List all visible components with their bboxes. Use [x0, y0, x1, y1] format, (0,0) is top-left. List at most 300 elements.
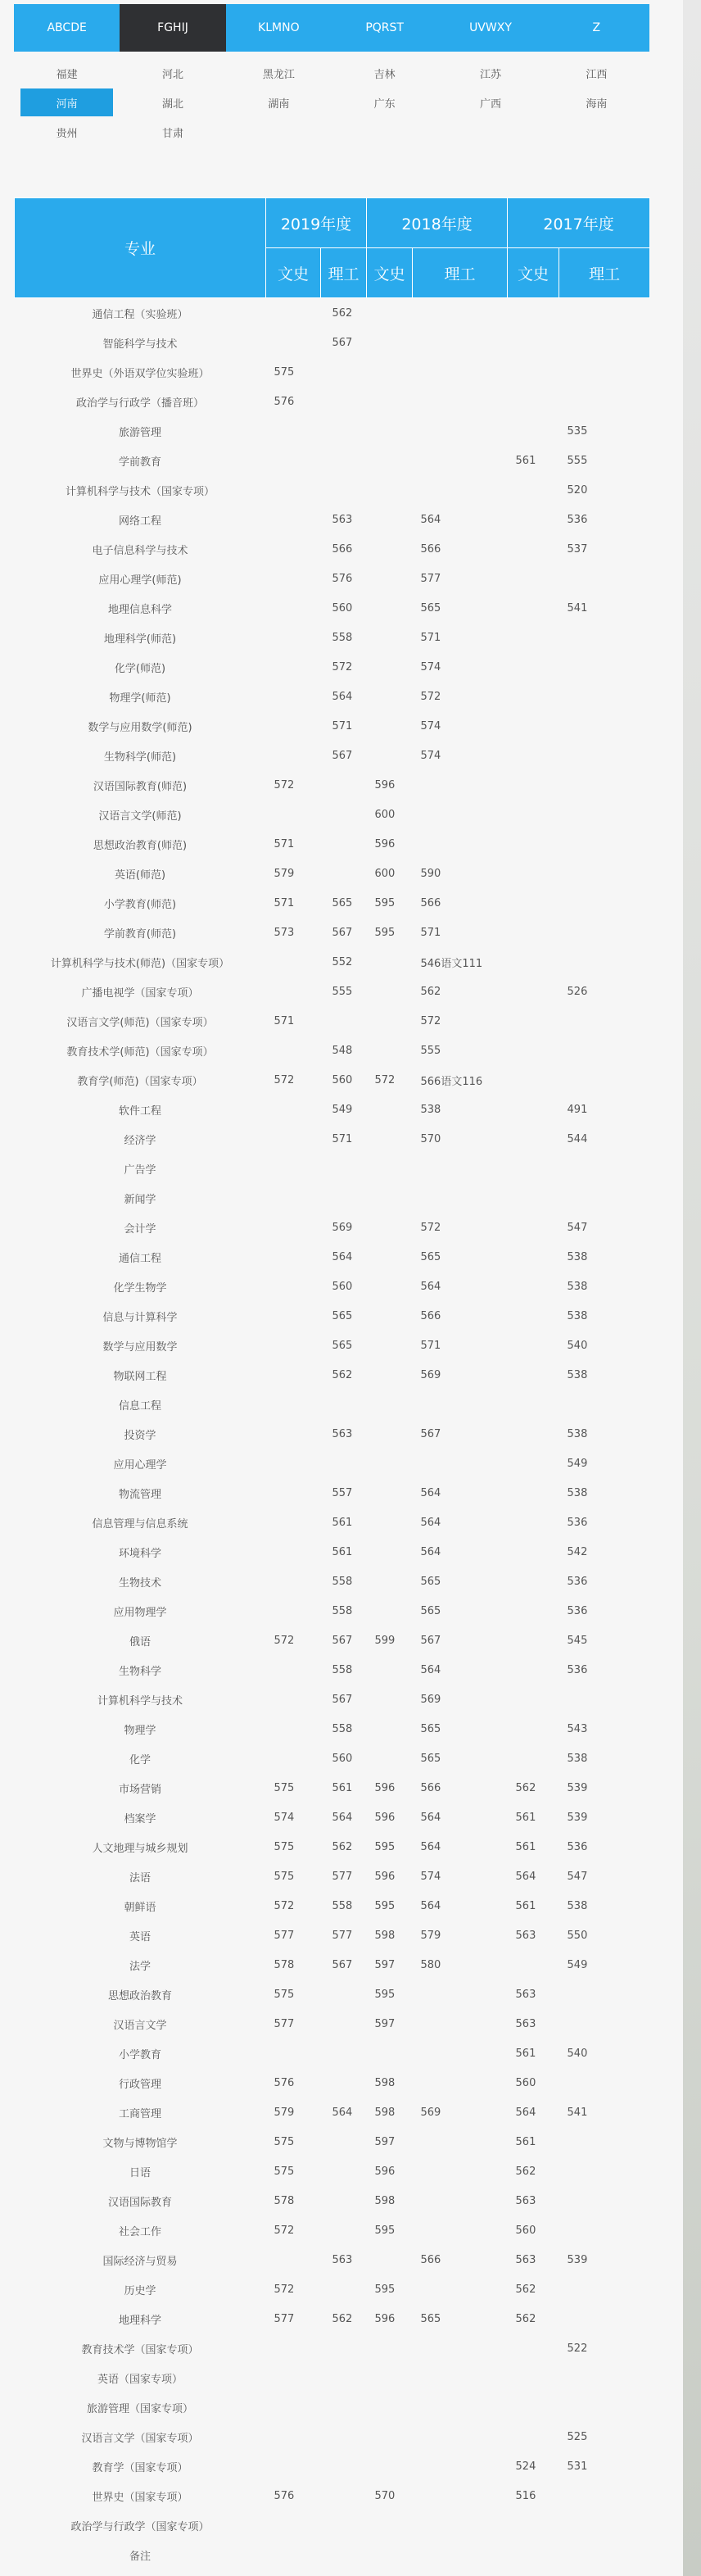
- major-name-cell: 环境科学: [118, 1547, 161, 1560]
- table-row: [15, 1773, 650, 1803]
- table-row: [15, 1862, 650, 1891]
- score-cell: [321, 2156, 367, 2186]
- letter-tab[interactable]: Z: [592, 21, 601, 34]
- score-cell: [559, 682, 650, 711]
- table-row: [15, 1537, 650, 1567]
- score-cell: 572: [374, 1073, 396, 1086]
- major-name-cell: 信息管理与信息系统: [92, 1517, 188, 1531]
- score-cell: [508, 1065, 559, 1095]
- major-name-cell: 广播电视学（国家专项）: [81, 986, 199, 1000]
- score-cell: [266, 800, 321, 829]
- score-cell: 538: [567, 1250, 588, 1263]
- table-row: [15, 859, 650, 888]
- score-cell: 598: [374, 1929, 396, 1942]
- major-name-cell: 经济学: [124, 1134, 156, 1147]
- table-row: [15, 1714, 650, 1744]
- score-cell: [559, 2186, 650, 2215]
- score-cell: [508, 918, 559, 947]
- table-row: [15, 1065, 650, 1095]
- major-name-cell: 地理科学(师范): [103, 633, 177, 646]
- score-cell: [367, 328, 413, 357]
- score-cell: [508, 2363, 559, 2392]
- table-row: [15, 1921, 650, 1950]
- score-cell: 543: [567, 1722, 588, 1735]
- score-cell: 598: [374, 2106, 396, 2119]
- score-cell: 595: [374, 2224, 396, 2237]
- score-cell: [413, 2039, 508, 2068]
- score-cell: 597: [374, 2135, 396, 2148]
- score-cell: 558: [332, 1575, 353, 1588]
- score-cell: [508, 1242, 559, 1272]
- score-cell: 564: [420, 1280, 441, 1293]
- score-cell: [559, 2274, 650, 2304]
- major-name-cell: 汉语言文学（国家专项）: [81, 2432, 199, 2445]
- score-cell: 577: [274, 2017, 295, 2030]
- province-link[interactable]: 贵州: [56, 127, 78, 140]
- score-cell: [508, 770, 559, 800]
- major-name-cell: 汉语言文学(师范)（国家专项）: [66, 1016, 214, 1029]
- score-cell: 577: [332, 1929, 353, 1942]
- score-cell: [321, 2422, 367, 2451]
- score-cell: 560: [515, 2076, 536, 2089]
- table-row: [15, 2392, 650, 2422]
- score-cell: 536: [567, 1663, 588, 1676]
- table-row: [15, 2156, 650, 2186]
- major-name-cell: 电子信息科学与技术: [92, 544, 188, 557]
- major-name-cell: 日语: [129, 2166, 151, 2179]
- score-cell: [266, 2510, 321, 2540]
- score-cell: 538: [567, 1486, 588, 1499]
- score-cell: 596: [374, 1870, 396, 1883]
- major-name-cell: 智能科学与技术: [102, 338, 178, 351]
- score-cell: [367, 475, 413, 505]
- score-cell: 558: [332, 1663, 353, 1676]
- score-cell: 544: [567, 1132, 588, 1145]
- table-row: [15, 1360, 650, 1390]
- major-name-cell: 学前教育(师范): [103, 927, 177, 941]
- score-cell: [508, 711, 559, 741]
- score-cell: 567: [420, 1427, 441, 1440]
- score-cell: [367, 652, 413, 682]
- major-name-cell: 通信工程（实验班）: [92, 308, 188, 321]
- score-cell: [508, 1183, 559, 1213]
- score-cell: 566: [420, 2253, 441, 2266]
- major-name-cell: 生物科学(师范): [103, 751, 177, 764]
- score-cell: 536: [567, 1575, 588, 1588]
- score-cell: 580: [420, 1958, 441, 1971]
- major-name-cell: 汉语国际教育(师范): [93, 780, 188, 793]
- score-cell: [559, 2363, 650, 2392]
- major-name-cell: 物理学(师范): [109, 692, 171, 705]
- major-name-cell: 信息与计算科学: [102, 1311, 178, 1324]
- score-cell: 552: [332, 955, 353, 968]
- score-cell: [266, 741, 321, 770]
- table-row: [15, 505, 650, 534]
- score-cell: [367, 623, 413, 652]
- score-cell: [367, 1006, 413, 1036]
- table-row: [15, 2422, 650, 2451]
- major-name-cell: 社会工作: [118, 2225, 161, 2238]
- table-row: [15, 1006, 650, 1036]
- major-name-cell: 软件工程: [118, 1104, 161, 1118]
- score-cell: 574: [420, 749, 441, 762]
- major-name-cell: 市场营销: [118, 1783, 161, 1796]
- major-name-cell: 化学(师范): [114, 662, 166, 675]
- score-cell: 596: [374, 778, 396, 791]
- table-row: [15, 2009, 650, 2039]
- major-name-cell: 朝鲜语: [124, 1901, 156, 1914]
- major-name-cell: 思想政治教育: [107, 1989, 172, 2002]
- major-name-cell: 教育技术学（国家专项）: [81, 2343, 199, 2356]
- major-name-cell: 英语(师范): [114, 868, 166, 882]
- score-cell: [508, 888, 559, 918]
- score-cell: [367, 357, 413, 387]
- score-cell: 566: [420, 1781, 441, 1794]
- score-cell: [367, 1095, 413, 1124]
- score-cell: [559, 2540, 650, 2569]
- letter-tab[interactable]: KLMNO: [258, 21, 300, 34]
- score-cell: 561: [515, 1811, 536, 1824]
- score-cell: [508, 1124, 559, 1154]
- table-row: [15, 1154, 650, 1183]
- score-cell: [266, 534, 321, 564]
- score-cell: 572: [420, 690, 441, 703]
- table-row: [15, 2098, 650, 2127]
- score-cell: [413, 2510, 508, 2540]
- score-cell: [559, 357, 650, 387]
- score-cell: 536: [567, 1840, 588, 1853]
- score-cell: [266, 1685, 321, 1714]
- score-cell: [413, 2215, 508, 2245]
- score-cell: [266, 298, 321, 329]
- letter-tab[interactable]: ABCDE: [47, 21, 87, 34]
- score-cell: 539: [567, 1811, 588, 1824]
- score-cell: [367, 298, 413, 329]
- table-row: [15, 2481, 650, 2510]
- score-cell: 555: [332, 985, 353, 998]
- table-row: [15, 357, 650, 387]
- score-cell: 564: [420, 1899, 441, 1912]
- score-cell: 564: [420, 1516, 441, 1529]
- score-cell: [508, 1567, 559, 1596]
- score-cell: [413, 2274, 508, 2304]
- table-row: [15, 947, 650, 977]
- score-cell: 595: [374, 2283, 396, 2296]
- province-link[interactable]: 湖南: [268, 98, 290, 111]
- major-name-cell: 化学生物学: [113, 1281, 167, 1295]
- score-cell: [367, 505, 413, 534]
- score-cell: [321, 1980, 367, 2009]
- score-cell: 576: [274, 2076, 295, 2089]
- major-name-cell: 工商管理: [118, 2107, 161, 2120]
- score-cell: 563: [515, 2017, 536, 2030]
- score-cell: [321, 1183, 367, 1213]
- table-row: [15, 387, 650, 416]
- table-row: [15, 2304, 650, 2333]
- table-row: [15, 1832, 650, 1862]
- score-cell: [367, 2540, 413, 2569]
- score-cell: [367, 387, 413, 416]
- province-link[interactable]: 黑龙江: [262, 68, 295, 81]
- score-cell: [266, 1036, 321, 1065]
- score-cell: 558: [332, 1604, 353, 1617]
- score-cell: 562: [515, 2312, 536, 2325]
- score-cell: [367, 1360, 413, 1390]
- score-cell: 569: [332, 1221, 353, 1234]
- province-link[interactable]: 湖北: [161, 98, 183, 111]
- score-cell: [508, 1714, 559, 1744]
- major-name-cell: 旅游管理（国家专项）: [86, 2402, 193, 2415]
- score-cell: [559, 652, 650, 682]
- score-cell: 596: [374, 1811, 396, 1824]
- major-name-cell: 会计学: [124, 1222, 156, 1236]
- score-cell: 571: [274, 896, 295, 909]
- table-row: [15, 1124, 650, 1154]
- score-cell: 541: [567, 601, 588, 615]
- score-cell: 571: [274, 837, 295, 850]
- score-cell: [266, 2422, 321, 2451]
- table-row: [15, 1449, 650, 1478]
- score-cell: 566: [420, 542, 441, 556]
- score-cell: [559, 2068, 650, 2098]
- score-cell: 566语文116: [420, 1075, 483, 1088]
- score-cell: [321, 2392, 367, 2422]
- score-cell: [321, 446, 367, 475]
- score-cell: 536: [567, 513, 588, 526]
- score-cell: [508, 947, 559, 977]
- score-cell: 578: [274, 1958, 295, 1971]
- score-cell: [266, 475, 321, 505]
- score-cell: [508, 2540, 559, 2569]
- province-link[interactable]: 海南: [586, 98, 608, 111]
- province-link[interactable]: 江西: [586, 68, 608, 81]
- province-link[interactable]: 甘肃: [161, 127, 183, 140]
- score-cell: 599: [374, 1634, 396, 1647]
- score-cell: 565: [420, 1250, 441, 1263]
- score-cell: 575: [274, 1870, 295, 1883]
- score-cell: 549: [567, 1457, 588, 1470]
- table-row: [15, 888, 650, 918]
- score-cell: [367, 2333, 413, 2363]
- score-cell: [321, 416, 367, 446]
- score-cell: [367, 977, 413, 1006]
- province-link[interactable]: 河南: [20, 88, 113, 116]
- major-name-cell: 文物与博物馆学: [102, 2137, 178, 2150]
- table-row: [15, 2540, 650, 2569]
- table-row: [15, 1950, 650, 1980]
- table-row: [15, 2068, 650, 2098]
- table-row: [15, 446, 650, 475]
- score-cell: 560: [332, 1073, 353, 1086]
- score-cell: [266, 2451, 321, 2481]
- letter-tab[interactable]: UVWXY: [469, 21, 512, 34]
- score-cell: 549: [567, 1958, 588, 1971]
- score-cell: 536: [567, 1516, 588, 1529]
- score-cell: 567: [332, 926, 353, 939]
- score-cell: 555: [567, 454, 588, 467]
- subject-header-liberal-arts: 文史: [508, 248, 559, 298]
- score-cell: [508, 1272, 559, 1301]
- table-row: [15, 593, 650, 623]
- score-cell: [559, 770, 650, 800]
- score-cell: [508, 1301, 559, 1331]
- score-cell: 576: [274, 395, 295, 408]
- table-row: [15, 800, 650, 829]
- score-cell: [321, 2510, 367, 2540]
- score-cell: [508, 1685, 559, 1714]
- score-cell: [321, 2039, 367, 2068]
- score-cell: [367, 2422, 413, 2451]
- score-cell: 571: [274, 1014, 295, 1027]
- score-cell: 575: [274, 1840, 295, 1853]
- score-cell: [508, 593, 559, 623]
- score-cell: 571: [420, 631, 441, 644]
- score-cell: 572: [274, 2224, 295, 2237]
- score-cell: 538: [567, 1309, 588, 1322]
- table-row: [15, 1095, 650, 1124]
- score-cell: [413, 298, 508, 329]
- table-row: [15, 328, 650, 357]
- score-cell: 579: [274, 867, 295, 880]
- score-cell: [266, 2363, 321, 2392]
- major-name-cell: 通信工程: [118, 1252, 161, 1265]
- table-row: [15, 2039, 650, 2068]
- score-cell: 571: [420, 1339, 441, 1352]
- score-cell: [508, 2333, 559, 2363]
- score-cell: [508, 298, 559, 329]
- subject-header-science: 理工: [321, 248, 367, 298]
- score-cell: [266, 1331, 321, 1360]
- major-name-cell: 英语（国家专项）: [97, 2373, 183, 2386]
- score-cell: [321, 2127, 367, 2156]
- score-cell: [508, 416, 559, 446]
- score-cell: [266, 2039, 321, 2068]
- score-cell: 565: [420, 1575, 441, 1588]
- subject-header-science: 理工: [413, 248, 508, 298]
- table-row: [15, 682, 650, 711]
- score-cell: 535: [567, 424, 588, 438]
- score-cell: 576: [274, 2489, 295, 2502]
- major-name-cell: 应用心理学: [113, 1458, 167, 1472]
- score-cell: 563: [332, 1427, 353, 1440]
- score-cell: [559, 623, 650, 652]
- score-cell: 595: [374, 896, 396, 909]
- score-cell: [413, 2127, 508, 2156]
- table-row: [15, 1685, 650, 1714]
- score-cell: [559, 564, 650, 593]
- score-cell: [559, 741, 650, 770]
- province-link[interactable]: 江苏: [479, 68, 501, 81]
- score-cell: 562: [332, 2312, 353, 2325]
- score-cell: 577: [274, 2312, 295, 2325]
- score-cell: [367, 1036, 413, 1065]
- score-cell: 572: [274, 1634, 295, 1647]
- score-cell: [367, 1301, 413, 1331]
- score-cell: [559, 2215, 650, 2245]
- score-cell: [367, 741, 413, 770]
- score-cell: [413, 2186, 508, 2215]
- province-link[interactable]: 吉林: [373, 68, 396, 81]
- major-name-cell: 档案学: [124, 1812, 156, 1825]
- year-header-2018: 2018年度: [367, 198, 508, 248]
- score-cell: [266, 1272, 321, 1301]
- score-cell: [508, 741, 559, 770]
- score-cell: [413, 1449, 508, 1478]
- score-cell: [266, 682, 321, 711]
- score-cell: [321, 2540, 367, 2569]
- score-cell: [413, 2333, 508, 2363]
- score-cell: [321, 357, 367, 387]
- score-cell: [559, 1006, 650, 1036]
- province-link[interactable]: 广西: [479, 98, 501, 111]
- subject-header-liberal-arts: 文史: [367, 248, 413, 298]
- score-cell: [508, 475, 559, 505]
- score-cell: [367, 1213, 413, 1242]
- score-cell: [559, 2009, 650, 2039]
- score-cell: [559, 1065, 650, 1095]
- score-cell: [266, 1124, 321, 1154]
- score-cell: [508, 2422, 559, 2451]
- major-name-cell: 汉语言文学: [113, 2019, 167, 2032]
- score-cell: [367, 1390, 413, 1419]
- major-name-cell: 生物技术: [118, 1576, 161, 1590]
- score-cell: 536: [567, 1604, 588, 1617]
- score-cell: [508, 623, 559, 652]
- score-cell: 595: [374, 926, 396, 939]
- major-name-cell: 新闻学: [124, 1193, 156, 1206]
- score-cell: 563: [515, 1988, 536, 2001]
- score-cell: [266, 505, 321, 534]
- score-cell: [559, 711, 650, 741]
- score-cell: 564: [332, 1811, 353, 1824]
- score-cell: [321, 387, 367, 416]
- letter-tab[interactable]: PQRST: [365, 21, 404, 34]
- score-cell: 575: [274, 1781, 295, 1794]
- province-link[interactable]: 福建: [56, 68, 78, 81]
- score-cell: [559, 1183, 650, 1213]
- score-cell: [367, 446, 413, 475]
- score-cell: [367, 2363, 413, 2392]
- score-cell: [559, 859, 650, 888]
- score-cell: [508, 1537, 559, 1567]
- province-link[interactable]: 广东: [373, 98, 396, 111]
- score-cell: [321, 2333, 367, 2363]
- letter-tab[interactable]: FGHIJ: [120, 4, 225, 52]
- major-name-cell: 网络工程: [118, 515, 161, 528]
- score-cell: 569: [420, 2106, 441, 2119]
- table-row: [15, 1036, 650, 1065]
- score-cell: [559, 298, 650, 329]
- score-cell: [367, 1655, 413, 1685]
- score-cell: 595: [374, 1988, 396, 2001]
- score-cell: [367, 1685, 413, 1714]
- province-list: [14, 59, 649, 147]
- table-row: [15, 1596, 650, 1626]
- score-cell: 567: [332, 1634, 353, 1647]
- year-header-2017: 2017年度: [508, 198, 650, 248]
- table-row: [15, 652, 650, 682]
- score-cell: 538: [567, 1752, 588, 1765]
- province-link[interactable]: 河北: [161, 68, 183, 81]
- score-cell: 538: [567, 1427, 588, 1440]
- major-name-cell: 教育技术学(师范)（国家专项）: [66, 1045, 214, 1059]
- table-row: [15, 770, 650, 800]
- score-cell: [413, 1183, 508, 1213]
- score-cell: [321, 475, 367, 505]
- score-cell: 537: [567, 542, 588, 556]
- score-cell: [321, 829, 367, 859]
- score-cell: [266, 652, 321, 682]
